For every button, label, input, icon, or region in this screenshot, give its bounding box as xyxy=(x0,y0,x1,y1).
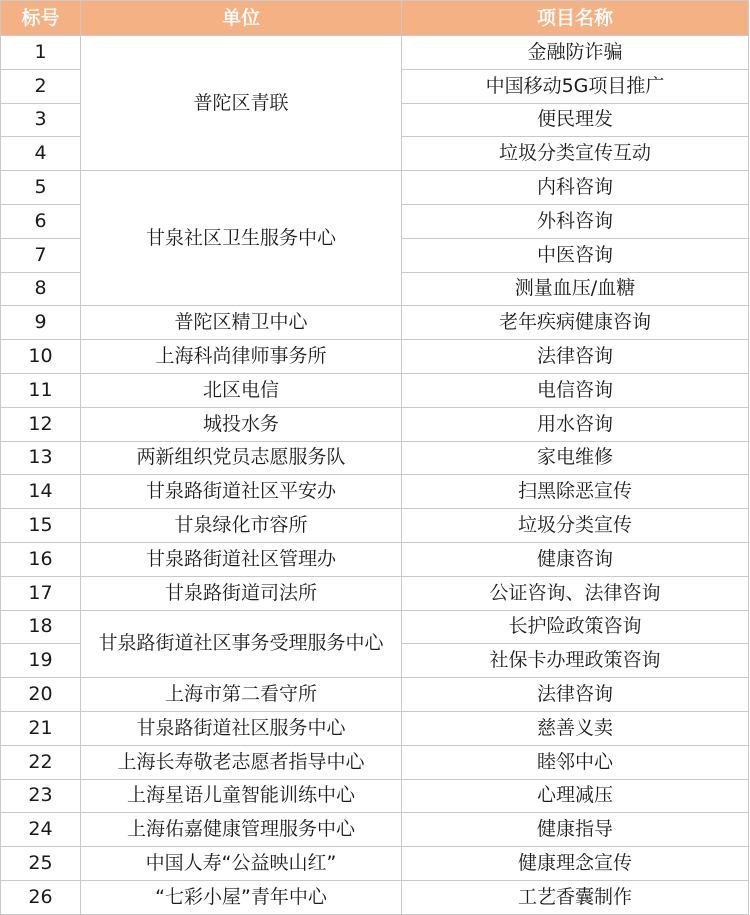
row-unit: 甘泉社区卫生服务中心 xyxy=(81,171,402,306)
row-project: 外科咨询 xyxy=(402,204,749,238)
row-num: 22 xyxy=(1,745,81,779)
row-num: 13 xyxy=(1,441,81,475)
row-project: 长护险政策咨询 xyxy=(402,610,749,644)
row-unit: 城投水务 xyxy=(81,407,402,441)
row-project: 老年疾病健康咨询 xyxy=(402,306,749,340)
row-project: 心理减压 xyxy=(402,779,749,813)
table-row xyxy=(1,542,749,576)
row-num: 2 xyxy=(1,69,81,103)
row-project: 便民理发 xyxy=(402,103,749,137)
row-project: 健康理念宣传 xyxy=(402,847,749,881)
row-project: 金融防诈骗 xyxy=(402,36,749,70)
row-unit: 甘泉路街道司法所 xyxy=(81,576,402,610)
row-unit: 中国人寿“公益映山红” xyxy=(81,847,402,881)
row-unit: 甘泉路街道社区管理办 xyxy=(81,542,402,576)
row-project: 社保卡办理政策咨询 xyxy=(402,644,749,678)
row-project: 测量血压/血糖 xyxy=(402,272,749,306)
row-unit: 上海市第二看守所 xyxy=(81,678,402,712)
table-row xyxy=(1,745,749,779)
row-num: 20 xyxy=(1,678,81,712)
row-project: 家电维修 xyxy=(402,441,749,475)
row-project: 垃圾分类宣传互动 xyxy=(402,137,749,171)
header-unit: 单位 xyxy=(81,1,402,36)
table-row xyxy=(1,441,749,475)
row-project: 垃圾分类宣传 xyxy=(402,509,749,543)
row-unit: 普陀区青联 xyxy=(81,36,402,171)
row-num: 4 xyxy=(1,137,81,171)
row-unit: 普陀区精卫中心 xyxy=(81,306,402,340)
row-num: 15 xyxy=(1,509,81,543)
table-row xyxy=(1,576,749,610)
row-num: 7 xyxy=(1,238,81,272)
row-project: 中医咨询 xyxy=(402,238,749,272)
table-row xyxy=(1,847,749,881)
row-unit: 甘泉路街道社区事务受理服务中心 xyxy=(81,610,402,678)
table-row xyxy=(1,475,749,509)
header-num: 标号 xyxy=(1,1,81,36)
table-row xyxy=(1,171,749,205)
row-unit: 上海科尚律师事务所 xyxy=(81,340,402,374)
row-num: 17 xyxy=(1,576,81,610)
row-unit: 两新组织党员志愿服务队 xyxy=(81,441,402,475)
row-unit: 上海星语儿童智能训练中心 xyxy=(81,779,402,813)
row-unit: 甘泉路街道社区服务中心 xyxy=(81,711,402,745)
table-row xyxy=(1,711,749,745)
row-project: 法律咨询 xyxy=(402,678,749,712)
row-num: 23 xyxy=(1,779,81,813)
row-num: 26 xyxy=(1,880,81,914)
row-unit: 甘泉路街道社区平安办 xyxy=(81,475,402,509)
row-unit: 上海佑嘉健康管理服务中心 xyxy=(81,813,402,847)
row-num: 6 xyxy=(1,204,81,238)
row-unit: 甘泉绿化市容所 xyxy=(81,509,402,543)
row-num: 5 xyxy=(1,171,81,205)
row-num: 18 xyxy=(1,610,81,644)
row-num: 11 xyxy=(1,373,81,407)
table-row xyxy=(1,880,749,914)
row-project: 中国移动5G项目推广 xyxy=(402,69,749,103)
row-unit: 北区电信 xyxy=(81,373,402,407)
table-row xyxy=(1,407,749,441)
row-project: 用水咨询 xyxy=(402,407,749,441)
row-num: 9 xyxy=(1,306,81,340)
table-row xyxy=(1,373,749,407)
row-num: 19 xyxy=(1,644,81,678)
row-num: 16 xyxy=(1,542,81,576)
row-project: 健康指导 xyxy=(402,813,749,847)
row-num: 1 xyxy=(1,36,81,70)
row-unit: 上海长寿敬老志愿者指导中心 xyxy=(81,745,402,779)
row-num: 21 xyxy=(1,711,81,745)
row-num: 8 xyxy=(1,272,81,306)
row-project: 法律咨询 xyxy=(402,340,749,374)
row-unit: “七彩小屋”青年中心 xyxy=(81,880,402,914)
row-project: 内科咨询 xyxy=(402,171,749,205)
row-num: 14 xyxy=(1,475,81,509)
row-num: 10 xyxy=(1,340,81,374)
table-row xyxy=(1,813,749,847)
table-row xyxy=(1,610,749,644)
row-project: 慈善义卖 xyxy=(402,711,749,745)
row-num: 3 xyxy=(1,103,81,137)
row-project: 扫黑除恶宣传 xyxy=(402,475,749,509)
row-project: 电信咨询 xyxy=(402,373,749,407)
table-row xyxy=(1,678,749,712)
row-project: 公证咨询、法律咨询 xyxy=(402,576,749,610)
row-num: 12 xyxy=(1,407,81,441)
header-row xyxy=(1,1,749,36)
row-project: 健康咨询 xyxy=(402,542,749,576)
table-row xyxy=(1,509,749,543)
header-project: 项目名称 xyxy=(402,1,749,36)
table-row xyxy=(1,340,749,374)
row-project: 睦邻中心 xyxy=(402,745,749,779)
row-num: 24 xyxy=(1,813,81,847)
row-num: 25 xyxy=(1,847,81,881)
row-project: 工艺香囊制作 xyxy=(402,880,749,914)
table-row xyxy=(1,306,749,340)
table-row xyxy=(1,779,749,813)
table-row xyxy=(1,36,749,70)
